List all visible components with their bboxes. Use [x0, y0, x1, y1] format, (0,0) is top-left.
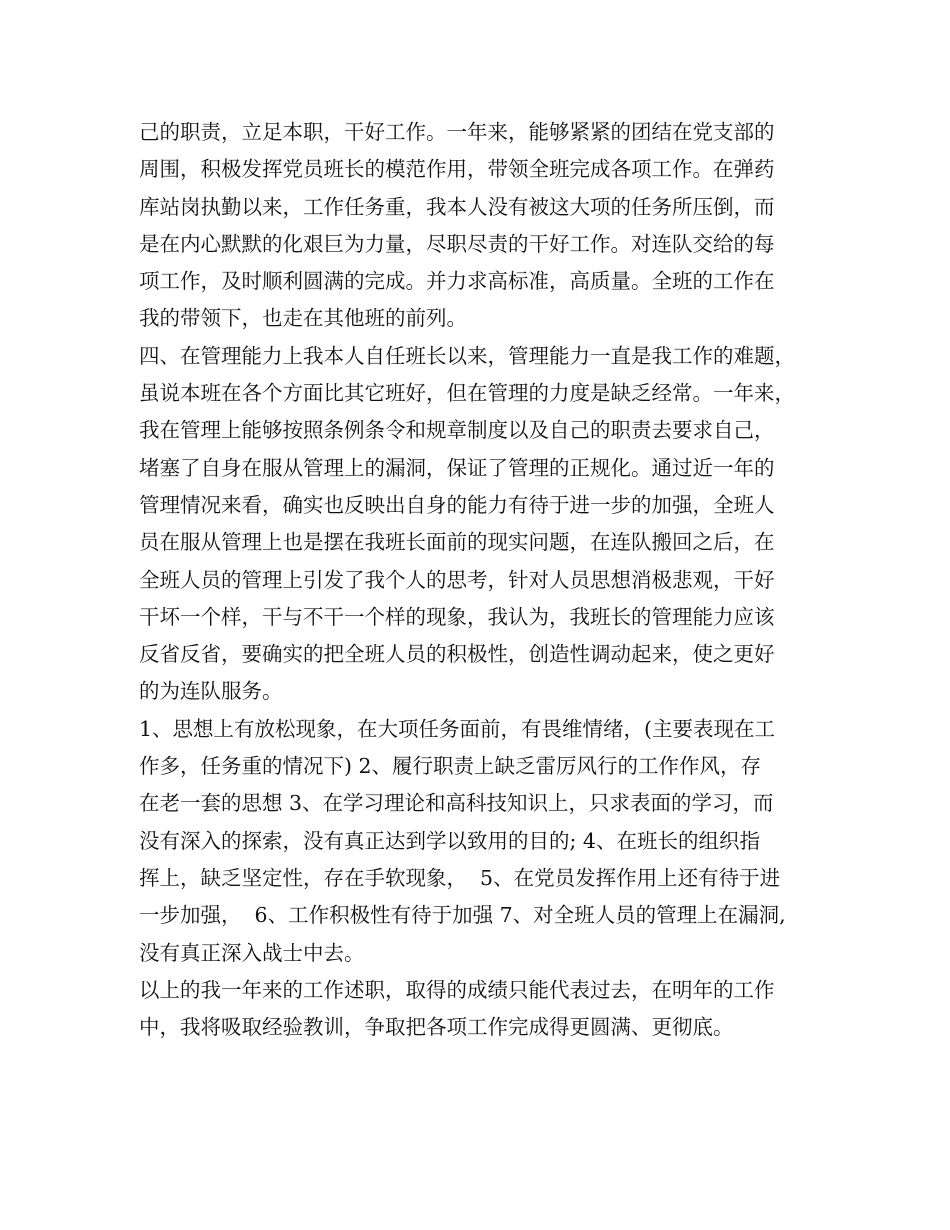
text-line: 在老一套的思想 3、在学习理论和高科技知识上，只求表面的学习，而: [139, 791, 774, 816]
text-line: 全班人员的管理上引发了我个人的思考，针对人员思想消极悲观，干好: [139, 567, 775, 592]
text-line: 我的带领下，也走在其他班的前列。: [139, 306, 467, 331]
text-line: 以上的我一年来的工作述职，取得的成绩只能代表过去，在明年的工作: [139, 977, 775, 1002]
text-line: 堵塞了自身在服从管理上的漏洞，保证了管理的正规化。通过近一年的: [139, 455, 775, 480]
text-line: 四、在管理能力上我本人自任班长以来，管理能力一直是我工作的难题，: [139, 343, 795, 368]
text-line: 虽说本班在各个方面比其它班好，但在管理的力度是缺乏经常。一年来，: [139, 381, 795, 406]
text-line: 中，我将吸取经验教训，争取把各项工作完成得更圆满、更彻底。: [139, 1015, 734, 1040]
text-line: 的为连队服务。: [139, 679, 283, 704]
text-line: 作多，任务重的情况下) 2、履行职责上缺乏雷厉风行的工作作风，存: [139, 754, 762, 779]
text-line: 我在管理上能够按照条例条令和规章制度以及自己的职责去要求自己，: [139, 418, 775, 443]
text-line: 周围，积极发挥党员班长的模范作用，带领全班完成各项工作。在弹药: [139, 157, 775, 182]
text-line: 项工作，及时顺利圆满的完成。并力求高标准，高质量。全班的工作在: [139, 269, 775, 294]
text-line: 没有真正深入战士中去。: [139, 940, 365, 965]
document-body: [139, 114, 819, 1046]
text-line: 员在服从管理上也是摆在我班长面前的现实问题，在连队搬回之后，在: [139, 530, 775, 555]
text-line: 管理情况来看，确实也反映出自身的能力有待于进一步的加强，全班人: [139, 492, 775, 517]
text-line: 没有深入的探索，没有真正达到学以致用的目的; 4、在班长的组织指: [139, 828, 760, 853]
text-line: 是在内心默默的化艰巨为力量，尽职尽责的干好工作。对连队交给的每: [139, 231, 775, 256]
text-line: 库站岗执勤以来，工作任务重，我本人没有被这大项的任务所压倒，而: [139, 194, 775, 219]
text-line: 挥上，缺乏坚定性，存在手软现象， 5、在党员发挥作用上还有待于进: [139, 865, 781, 890]
text-line: 干坏一个样，干与不干一个样的现象，我认为，我班长的管理能力应该: [139, 604, 775, 629]
text-line: 己的职责，立足本职，干好工作。一年来，能够紧紧的团结在党支部的: [139, 120, 775, 144]
text-line: 反省反省，要确实的把全班人员的积极性，创造性调动起来，使之更好: [139, 642, 775, 667]
text-line: 一步加强， 6、工作积极性有待于加强 7、对全班人员的管理上在漏洞,: [139, 903, 786, 928]
text-line: 1、思想上有放松现象，在大项任务面前，有畏维情绪，(主要表现在工: [139, 716, 776, 741]
